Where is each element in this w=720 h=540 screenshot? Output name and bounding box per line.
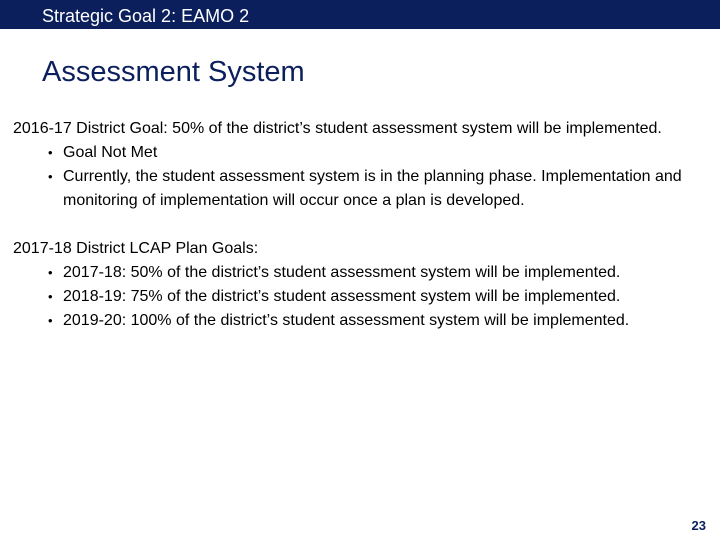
page-number: 23: [691, 518, 706, 533]
bullet-text: Currently, the student assessment system is in the planning phase. Implementation and monitoring of implementation will occur once a plan is developed.: [63, 168, 682, 209]
lcap-goals-bullets: [13, 261, 708, 333]
bullet-icon: •: [48, 145, 53, 160]
bullet-item: [13, 165, 708, 213]
bullet-icon: •: [48, 169, 53, 184]
bullet-text: 2017-18: 50% of the district’s student assessment system will be implemented.: [63, 264, 621, 281]
bullet-item: [13, 309, 708, 333]
header-bar: [0, 0, 720, 29]
slide-content: [13, 117, 708, 333]
bullet-item: [13, 285, 708, 309]
bullet-item: [13, 141, 708, 165]
bullet-icon: •: [48, 313, 53, 328]
bullet-text: Goal Not Met: [63, 144, 158, 161]
header-title: Strategic Goal 2: EAMO 2: [42, 6, 250, 26]
bullet-icon: •: [48, 265, 53, 280]
bullet-text: 2019-20: 100% of the district’s student assessment system will be implemented.: [63, 312, 630, 329]
slide-title: Assessment System: [42, 56, 305, 88]
bullet-icon: •: [48, 289, 53, 304]
bullet-text: 2018-19: 75% of the district’s student assessment system will be implemented.: [63, 288, 621, 305]
bullet-item: [13, 261, 708, 285]
district-goal-bullets: [13, 141, 708, 213]
section-spacer: [13, 213, 708, 237]
lcap-goals-heading: 2017-18 District LCAP Plan Goals:: [13, 240, 259, 257]
district-goal-text: 2016-17 District Goal: 50% of the district’s student assessment system will be implemented.: [13, 120, 662, 137]
